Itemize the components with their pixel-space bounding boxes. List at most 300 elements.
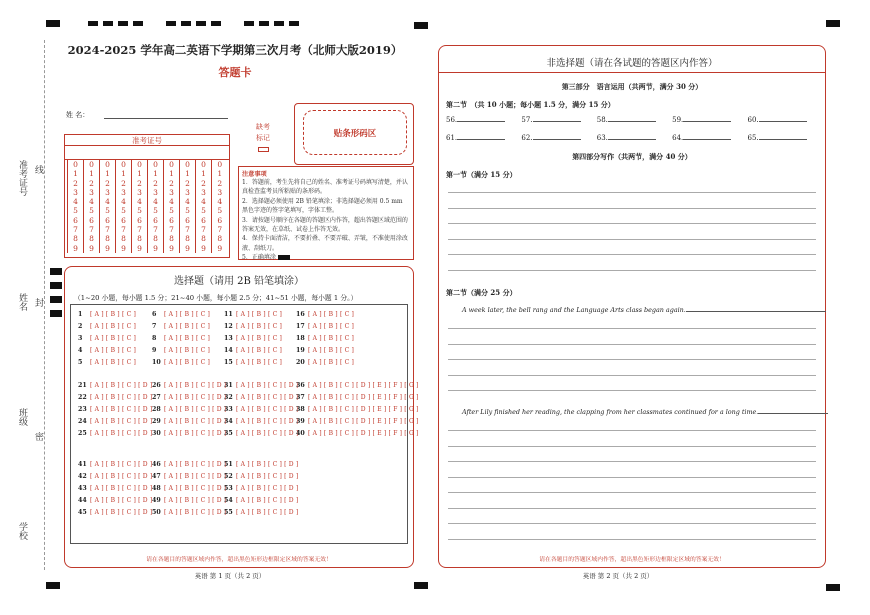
writing1-title: 第一节（满分 15 分）: [446, 170, 517, 179]
mc-question-row[interactable]: [224, 459, 298, 471]
ticket-digit-bubble[interactable]: 2: [100, 179, 116, 188]
ticket-digit-bubble[interactable]: 7: [180, 225, 196, 234]
non-mc-title: 非选择题（请在各试题的答题区内作答）: [546, 58, 718, 69]
mc-question-row[interactable]: [224, 356, 282, 368]
question-number: 27: [152, 394, 161, 402]
writing-line[interactable]: [448, 390, 816, 391]
writing-line[interactable]: [448, 461, 816, 462]
page-footer: 英语 第 1 页（共 2 页）: [194, 572, 266, 580]
ticket-digit-bubble[interactable]: 7: [212, 225, 228, 234]
answer-options[interactable]: [ A ] [ B ] [ C ] [ D ]: [90, 382, 153, 390]
answer-options[interactable]: [ A ] [ B ] [ C ] [ D ]: [90, 461, 153, 469]
writing-line[interactable]: [448, 523, 816, 524]
ticket-digit-bubble[interactable]: 5: [164, 206, 180, 215]
answer-options[interactable]: [ A ] [ B ] [ C ]: [90, 323, 137, 331]
ticket-digit-bubble[interactable]: 6: [116, 216, 132, 225]
writing-line[interactable]: [448, 446, 816, 447]
answer-options[interactable]: [ A ] [ B ] [ C ] [ D ]: [164, 496, 227, 504]
registration-mark: [50, 310, 62, 317]
ticket-digit-bubble[interactable]: 6: [84, 216, 100, 225]
answer-options[interactable]: [ A ] [ B ] [ C ] [ D ]: [164, 382, 227, 390]
ticket-digit-bubble[interactable]: 1: [116, 169, 132, 178]
answer-options[interactable]: [ A ] [ B ] [ C ]: [308, 311, 355, 319]
ticket-digit-bubble[interactable]: 4: [116, 197, 132, 206]
ticket-digit-bubble[interactable]: 9: [148, 244, 164, 253]
question-number: 15: [224, 358, 233, 366]
ticket-digit-bubble[interactable]: 1: [68, 169, 84, 178]
ticket-digit-bubble[interactable]: 3: [180, 188, 196, 197]
ticket-digit-bubble[interactable]: 2: [148, 179, 164, 188]
ticket-digit-bubble[interactable]: 2: [196, 179, 212, 188]
writing-line[interactable]: [448, 344, 816, 345]
question-number: 5: [78, 358, 83, 366]
ticket-digit-bubble[interactable]: 9: [196, 244, 212, 253]
ticket-digit-bubble[interactable]: 9: [68, 244, 84, 253]
mc-question-row[interactable]: [152, 471, 226, 483]
writing-line[interactable]: [448, 270, 816, 271]
ticket-digit-bubble[interactable]: 5: [116, 206, 132, 215]
writing2-para2: After Lily finished her reading, the clapping from her classmates continued for a long time.: [462, 408, 828, 416]
mc-question-row[interactable]: [224, 471, 298, 483]
mc-question-row[interactable]: [152, 483, 226, 495]
mc-question-row[interactable]: [78, 471, 152, 483]
ticket-digit-bubble[interactable]: 8: [84, 234, 100, 243]
dash-mark: [196, 21, 206, 26]
dash-mark: [274, 21, 284, 26]
ticket-digit-bubble[interactable]: 9: [212, 244, 228, 253]
mc-question-row[interactable]: [296, 427, 419, 439]
ticket-digit-bubble[interactable]: 5: [68, 206, 84, 215]
answer-options[interactable]: [ A ] [ B ] [ C ] [ D ]: [164, 461, 227, 469]
dash-mark: [103, 21, 113, 26]
ticket-digit-bubble[interactable]: 6: [212, 216, 228, 225]
ticket-digit-bubble[interactable]: 1: [84, 169, 100, 178]
mc-question-row[interactable]: [296, 415, 419, 427]
registration-mark: [50, 268, 62, 275]
mc-question-row[interactable]: [152, 333, 210, 345]
question-number: 49: [152, 496, 161, 504]
answer-options[interactable]: [ A ] [ B ] [ C ] [ D ]: [164, 417, 227, 425]
mc-question-row[interactable]: [78, 333, 136, 345]
ticket-digit-bubble[interactable]: 6: [100, 216, 116, 225]
mc-question-row[interactable]: [152, 494, 226, 506]
ticket-digit-bubble[interactable]: 2: [212, 179, 228, 188]
answer-options[interactable]: [ A ] [ B ] [ C ] [ D ]: [236, 417, 299, 425]
writing-line[interactable]: [448, 192, 816, 193]
mc-question-row[interactable]: [152, 380, 226, 392]
ticket-digit-bubble[interactable]: 7: [148, 225, 164, 234]
mc-question-row[interactable]: [296, 392, 419, 404]
ticket-digit-bubble[interactable]: 8: [132, 234, 148, 243]
ticket-digit-bubble[interactable]: 1: [180, 169, 196, 178]
mc-question-row[interactable]: [152, 427, 226, 439]
ticket-digit-bubble[interactable]: 0: [148, 160, 164, 169]
question-number: 45: [78, 508, 87, 516]
ticket-digit-bubble[interactable]: 1: [148, 169, 164, 178]
mc-column: [78, 459, 152, 518]
question-number: 33: [224, 405, 233, 413]
answer-options[interactable]: [ A ] [ B ] [ C ] [ D ]: [90, 429, 153, 437]
answer-options[interactable]: [ A ] [ B ] [ C ] [ D ]: [164, 394, 227, 402]
ticket-digit-bubble[interactable]: 0: [132, 160, 148, 169]
ticket-digit-bubble[interactable]: 6: [196, 216, 212, 225]
registration-mark: [414, 582, 428, 589]
question-number: 22: [78, 394, 87, 402]
question-number: 46: [152, 461, 161, 469]
ticket-digit-bubble[interactable]: 2: [68, 179, 84, 188]
mc-question-row[interactable]: [296, 309, 354, 321]
ticket-digit-bubble[interactable]: 9: [100, 244, 116, 253]
ticket-digit-bubble[interactable]: 3: [148, 188, 164, 197]
title-divider: [438, 72, 826, 73]
ticket-digit-bubble[interactable]: 4: [148, 197, 164, 206]
ticket-digit-bubble[interactable]: 0: [100, 160, 116, 169]
ticket-digit-bubble[interactable]: 5: [100, 206, 116, 215]
question-number: 50: [152, 508, 161, 516]
ticket-digit-bubble[interactable]: 6: [164, 216, 180, 225]
question-number: 7: [152, 323, 157, 331]
answer-options[interactable]: [ A ] [ B ] [ C ]: [164, 311, 211, 319]
ticket-digit-bubble[interactable]: 0: [68, 160, 84, 169]
question-number: 26: [152, 382, 161, 390]
dash-mark: [133, 21, 143, 26]
mc-question-row[interactable]: [78, 427, 152, 439]
question-number: 4: [78, 346, 83, 354]
answer-options[interactable]: [ A ] [ B ] [ C ] [ D ]: [236, 496, 299, 504]
ticket-digit-table[interactable]: [67, 160, 228, 253]
question-number: 30: [152, 429, 161, 437]
answer-options[interactable]: [ A ] [ B ] [ C ] [ D ] [ E ] [ F ] [ G ]: [308, 382, 419, 390]
mc-question-row[interactable]: [78, 321, 136, 333]
answer-options[interactable]: [ A ] [ B ] [ C ]: [90, 346, 137, 354]
writing-line[interactable]: [448, 430, 816, 431]
answer-options[interactable]: [ A ] [ B ] [ C ] [ D ]: [90, 394, 153, 402]
mc-question-row[interactable]: [152, 415, 226, 427]
answer-options[interactable]: [ A ] [ B ] [ C ]: [90, 311, 137, 319]
notice-title: 注意事项: [242, 171, 267, 178]
answer-options[interactable]: [ A ] [ B ] [ C ] [ D ]: [236, 429, 299, 437]
question-number: 28: [152, 405, 161, 413]
ticket-digit-bubble[interactable]: 3: [116, 188, 132, 197]
margin-label: 学校: [17, 522, 27, 540]
mc-question-row[interactable]: [224, 392, 298, 404]
answer-options[interactable]: [ A ] [ B ] [ C ] [ D ]: [90, 508, 153, 516]
answer-options[interactable]: [ A ] [ B ] [ C ] [ D ]: [164, 473, 227, 481]
mc-question-row[interactable]: [152, 404, 226, 416]
answer-options[interactable]: [ A ] [ B ] [ C ] [ D ]: [90, 417, 153, 425]
mc-column: [224, 309, 282, 368]
ticket-digit-bubble[interactable]: 0: [212, 160, 228, 169]
ticket-digit-bubble[interactable]: 3: [196, 188, 212, 197]
answer-options[interactable]: [ A ] [ B ] [ C ] [ D ]: [90, 496, 153, 504]
ticket-digit-bubble[interactable]: 4: [100, 197, 116, 206]
ticket-digit-bubble[interactable]: 7: [68, 225, 84, 234]
ticket-digit-bubble[interactable]: 3: [132, 188, 148, 197]
ticket-digit-bubble[interactable]: 8: [68, 234, 84, 243]
answer-options[interactable]: [ A ] [ B ] [ C ]: [164, 358, 211, 366]
ticket-digit-bubble[interactable]: 4: [212, 197, 228, 206]
question-number: 31: [224, 382, 233, 390]
mc-footer: 请在各题目的答题区域内作答，超出黑色矩形边框限定区域的答案无效！: [146, 557, 332, 563]
dash-mark: [244, 21, 254, 26]
question-number: 11: [224, 311, 233, 319]
ticket-digit-bubble[interactable]: 8: [212, 234, 228, 243]
mc-question-row[interactable]: [296, 380, 419, 392]
mc-question-row[interactable]: [296, 321, 354, 333]
ticket-digit-bubble[interactable]: 8: [148, 234, 164, 243]
mc-question-row[interactable]: [296, 344, 354, 356]
answer-options[interactable]: [ A ] [ B ] [ C ]: [90, 358, 137, 366]
writing-line[interactable]: [448, 492, 816, 493]
ticket-digit-bubble[interactable]: 7: [84, 225, 100, 234]
mc-question-row[interactable]: [78, 494, 152, 506]
ticket-digit-bubble[interactable]: 7: [116, 225, 132, 234]
absent-label: 标记: [256, 134, 270, 142]
writing-line[interactable]: [448, 375, 816, 376]
mc-question-row[interactable]: [152, 321, 210, 333]
question-number: 39: [296, 417, 305, 425]
absent-label: 缺考: [256, 123, 270, 131]
dash-mark: [289, 21, 299, 26]
answer-options[interactable]: [ A ] [ B ] [ C ]: [90, 334, 137, 342]
ticket-digit-bubble[interactable]: 9: [164, 244, 180, 253]
ticket-digit-bubble[interactable]: 4: [180, 197, 196, 206]
answer-options[interactable]: [ A ] [ B ] [ C ]: [308, 358, 355, 366]
mc-question-row[interactable]: [78, 392, 152, 404]
ticket-digit-bubble[interactable]: 7: [164, 225, 180, 234]
answer-options[interactable]: [ A ] [ B ] [ C ] [ D ] [ E ] [ F ] [ G ]: [308, 405, 419, 413]
question-number: 43: [78, 484, 87, 492]
blank-row[interactable]: 56. 57. 58. 59. 60.: [446, 116, 821, 124]
absent-checkbox[interactable]: [258, 147, 269, 152]
ticket-digit-bubble[interactable]: 5: [180, 206, 196, 215]
mc-question-row[interactable]: [78, 309, 136, 321]
mc-question-row[interactable]: [224, 333, 282, 345]
answer-options[interactable]: [ A ] [ B ] [ C ]: [308, 334, 355, 342]
mc-question-row[interactable]: [152, 309, 210, 321]
answer-options[interactable]: [ A ] [ B ] [ C ] [ D ] [ E ] [ F ] [ G ]: [308, 394, 419, 402]
ticket-digit-bubble[interactable]: 3: [68, 188, 84, 197]
mc-question-row[interactable]: [224, 494, 298, 506]
ticket-digit-bubble[interactable]: 8: [116, 234, 132, 243]
answer-options[interactable]: [ A ] [ B ] [ C ]: [236, 346, 283, 354]
ticket-digit-bubble[interactable]: 0: [180, 160, 196, 169]
ticket-digit-bubble[interactable]: 8: [100, 234, 116, 243]
mc-question-row[interactable]: [152, 344, 210, 356]
question-number: 42: [78, 473, 87, 481]
answer-options[interactable]: [ A ] [ B ] [ C ] [ D ]: [236, 382, 299, 390]
ticket-digit-bubble[interactable]: 4: [84, 197, 100, 206]
registration-mark: [46, 582, 60, 589]
ticket-digit-bubble[interactable]: 2: [84, 179, 100, 188]
ticket-digit-bubble[interactable]: 5: [196, 206, 212, 215]
ticket-digit-bubble[interactable]: 4: [68, 197, 84, 206]
mc-question-row[interactable]: [152, 506, 226, 518]
mc-question-row[interactable]: [78, 344, 136, 356]
question-number: 51: [224, 461, 233, 469]
answer-options[interactable]: [ A ] [ B ] [ C ] [ D ]: [236, 508, 299, 516]
mc-question-row[interactable]: [296, 356, 354, 368]
mc-question-row[interactable]: [296, 333, 354, 345]
mc-question-row[interactable]: [152, 459, 226, 471]
ticket-digit-bubble[interactable]: 9: [116, 244, 132, 253]
ticket-digit-bubble[interactable]: 3: [212, 188, 228, 197]
ticket-digit-bubble[interactable]: 7: [100, 225, 116, 234]
ticket-digit-bubble[interactable]: 1: [100, 169, 116, 178]
writing-line[interactable]: [448, 539, 816, 540]
question-number: 55: [224, 508, 233, 516]
answer-options[interactable]: [ A ] [ B ] [ C ]: [236, 311, 283, 319]
ticket-digit-bubble[interactable]: 5: [84, 206, 100, 215]
question-number: 2: [78, 323, 83, 331]
answer-options[interactable]: [ A ] [ B ] [ C ] [ D ]: [90, 473, 153, 481]
answer-options[interactable]: [ A ] [ B ] [ C ] [ D ]: [90, 405, 153, 413]
mc-question-row[interactable]: [296, 404, 419, 416]
mc-question-row[interactable]: [224, 404, 298, 416]
question-number: 36: [296, 382, 305, 390]
ticket-digit-bubble[interactable]: 7: [196, 225, 212, 234]
margin-label: 封: [33, 298, 43, 307]
name-field[interactable]: [104, 118, 228, 119]
answer-options[interactable]: [ A ] [ B ] [ C ]: [164, 323, 211, 331]
ticket-digit-bubble[interactable]: 6: [180, 216, 196, 225]
ticket-digit-bubble[interactable]: 1: [132, 169, 148, 178]
answer-options[interactable]: [ A ] [ B ] [ C ] [ D ]: [164, 508, 227, 516]
ticket-digit-bubble[interactable]: 2: [116, 179, 132, 188]
ticket-digit-bubble[interactable]: 0: [196, 160, 212, 169]
ticket-digit-bubble[interactable]: 1: [164, 169, 180, 178]
ticket-digit-bubble[interactable]: 3: [84, 188, 100, 197]
ticket-digit-bubble[interactable]: 6: [148, 216, 164, 225]
registration-mark: [50, 282, 62, 289]
ticket-digit-bubble[interactable]: 0: [84, 160, 100, 169]
writing-line[interactable]: [448, 359, 816, 360]
page-title: 2024-2025 学年高二英语下学期第三次月考（北师大版2019）: [67, 43, 403, 57]
registration-mark: [826, 584, 840, 591]
ticket-digit-bubble[interactable]: 6: [132, 216, 148, 225]
question-number: 24: [78, 417, 87, 425]
mc-column: [224, 380, 298, 439]
ticket-digit-bubble[interactable]: 9: [84, 244, 100, 253]
answer-options[interactable]: [ A ] [ B ] [ C ]: [308, 346, 355, 354]
ticket-digit-bubble[interactable]: 0: [164, 160, 180, 169]
answer-options[interactable]: [ A ] [ B ] [ C ]: [308, 323, 355, 331]
mc-question-row[interactable]: [224, 506, 298, 518]
answer-options[interactable]: [ A ] [ B ] [ C ]: [164, 334, 211, 342]
blank-row[interactable]: 61. 62. 63. 64. 65.: [446, 134, 821, 142]
mc-question-row[interactable]: [78, 380, 152, 392]
writing-line[interactable]: [448, 208, 816, 209]
mc-question-row[interactable]: [152, 392, 226, 404]
mc-column: [152, 459, 226, 518]
answer-options[interactable]: [ A ] [ B ] [ C ] [ D ] [ E ] [ F ] [ G ]: [308, 417, 419, 425]
ticket-digit-bubble[interactable]: 5: [212, 206, 228, 215]
ticket-digit-bubble[interactable]: 1: [196, 169, 212, 178]
answer-options[interactable]: [ A ] [ B ] [ C ]: [236, 334, 283, 342]
answer-options[interactable]: [ A ] [ B ] [ C ] [ D ]: [164, 484, 227, 492]
ticket-digit-bubble[interactable]: 4: [164, 197, 180, 206]
ticket-grid[interactable]: [64, 134, 230, 258]
ticket-digit-bubble[interactable]: 8: [196, 234, 212, 243]
answer-options[interactable]: [ A ] [ B ] [ C ]: [164, 346, 211, 354]
barcode-label: 贴条形码区: [333, 128, 377, 139]
question-number: 38: [296, 405, 305, 413]
ticket-digit-bubble[interactable]: 3: [100, 188, 116, 197]
mc-column: [224, 459, 298, 518]
mc-question-row[interactable]: [78, 483, 152, 495]
mc-question-row[interactable]: [224, 380, 298, 392]
answer-options[interactable]: [ A ] [ B ] [ C ] [ D ]: [236, 405, 299, 413]
ticket-digit-bubble[interactable]: 6: [68, 216, 84, 225]
ticket-digit-bubble[interactable]: 8: [164, 234, 180, 243]
ticket-digit-bubble[interactable]: 2: [164, 179, 180, 188]
ticket-digit-bubble[interactable]: 9: [132, 244, 148, 253]
writing-line[interactable]: [448, 477, 816, 478]
mc-question-row[interactable]: [152, 356, 210, 368]
question-number: 25: [78, 429, 87, 437]
mc-question-row[interactable]: [224, 309, 282, 321]
mc-question-row[interactable]: [78, 404, 152, 416]
ticket-digit-bubble[interactable]: 9: [180, 244, 196, 253]
answer-options[interactable]: [ A ] [ B ] [ C ] [ D ]: [90, 484, 153, 492]
notice-item: 3．请按题号顺序在各题的答题区内作答，超出答题区域范围的答案无效，在草纸、试卷上作答无效。: [242, 216, 408, 234]
answer-options[interactable]: [ A ] [ B ] [ C ] [ D ]: [164, 405, 227, 413]
answer-options[interactable]: [ A ] [ B ] [ C ] [ D ]: [236, 484, 299, 492]
mc-question-row[interactable]: [224, 415, 298, 427]
notice-item: 4．保持卡面清洁，不要折叠、不要弄破、弄皱，不准使用涂改液、刮纸刀。: [242, 235, 408, 252]
writing-line[interactable]: [448, 239, 816, 240]
mc-question-row[interactable]: [224, 483, 298, 495]
question-number: 29: [152, 417, 161, 425]
mc-question-row[interactable]: [78, 459, 152, 471]
writing2-title: 第二节（满分 25 分）: [446, 288, 517, 297]
writing-line[interactable]: [448, 328, 816, 329]
ticket-digit-bubble[interactable]: 4: [196, 197, 212, 206]
question-number: 23: [78, 405, 87, 413]
ticket-digit-bubble[interactable]: 4: [132, 197, 148, 206]
answer-options[interactable]: [ A ] [ B ] [ C ]: [236, 323, 283, 331]
mc-scoring: （1~20 小题，每小题 1.5 分；21~40 小题，每小题 2.5 分；41~51 小题，每小题 1 分。）: [74, 294, 358, 302]
ticket-digit-bubble[interactable]: 5: [132, 206, 148, 215]
ticket-digit-bubble[interactable]: 5: [148, 206, 164, 215]
mc-question-row[interactable]: [78, 356, 136, 368]
mc-question-row[interactable]: [78, 415, 152, 427]
mc-question-row[interactable]: [224, 344, 282, 356]
ticket-digit-bubble[interactable]: 8: [180, 234, 196, 243]
ticket-digit-bubble[interactable]: 2: [132, 179, 148, 188]
answer-options[interactable]: [ A ] [ B ] [ C ] [ D ]: [236, 461, 299, 469]
mc-question-row[interactable]: [224, 321, 282, 333]
ticket-digit-bubble[interactable]: 0: [116, 160, 132, 169]
question-number: 17: [296, 323, 305, 331]
answer-options[interactable]: [ A ] [ B ] [ C ]: [236, 358, 283, 366]
answer-options[interactable]: [ A ] [ B ] [ C ] [ D ]: [236, 394, 299, 402]
ticket-digit-bubble[interactable]: 1: [212, 169, 228, 178]
registration-mark: [46, 20, 60, 27]
question-number: 14: [224, 346, 233, 354]
writing-line[interactable]: [448, 254, 816, 255]
answer-options[interactable]: [ A ] [ B ] [ C ] [ D ] [ E ] [ F ] [ G ]: [308, 429, 419, 437]
ticket-digit-bubble[interactable]: 2: [180, 179, 196, 188]
writing-line[interactable]: [448, 223, 816, 224]
answer-options[interactable]: [ A ] [ B ] [ C ] [ D ]: [236, 473, 299, 481]
writing-line[interactable]: [448, 508, 816, 509]
answer-options[interactable]: [ A ] [ B ] [ C ] [ D ]: [164, 429, 227, 437]
mc-question-row[interactable]: [78, 506, 152, 518]
ticket-digit-bubble[interactable]: 7: [132, 225, 148, 234]
ticket-digit-bubble[interactable]: 3: [164, 188, 180, 197]
mc-question-row[interactable]: [224, 427, 298, 439]
